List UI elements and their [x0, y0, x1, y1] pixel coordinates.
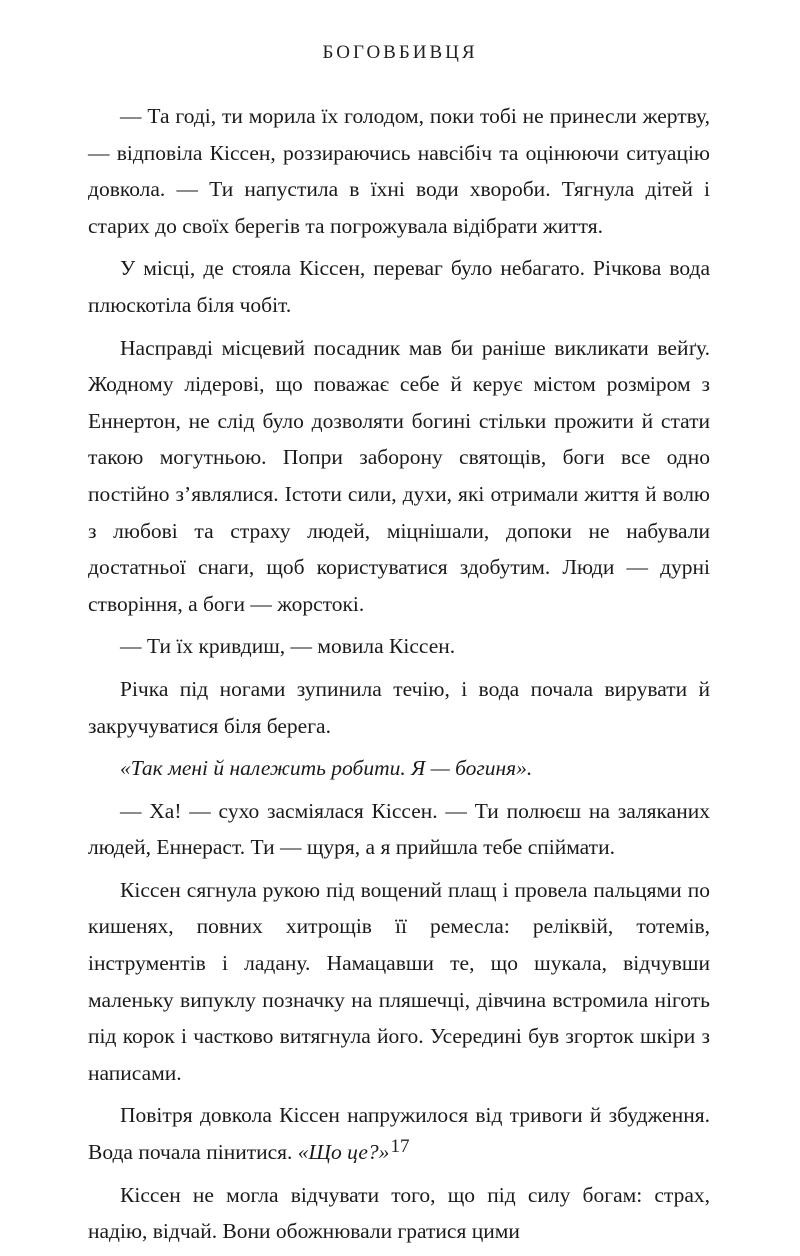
italic-paragraph: «Так мені й належить робити. Я — богиня». — [120, 756, 533, 781]
paragraph: Кіссен сягнула рукою під вощений плащ і провела пальцями по кишенях, повних хитрощів її ремесла: реліквій, тотемів, інструментів і ладану. Намацавши те, що шукала, відчувши маленьку випуклу позначку на пляшечці, дівчина встромила ніготь під корок і частково витягнула його. Усередині був згорток шкіри з написами. — [88, 877, 710, 1085]
paragraph: У місці, де стояла Кіссен, переваг було небагато. Річкова вода плюскотіла біля чобіт. — [88, 256, 710, 317]
running-title: БОГОВБИВЦЯ — [322, 42, 478, 63]
paragraph: — Ти їх кривдиш, — мовила Кіссен. — [120, 634, 456, 659]
paragraph: Насправді місцевий посадник мав би раніше викликати вейґу. Жодному лідерові, що поважає себе й керує містом розміром з Еннертон, не слід було дозволяти богині стільки прожити й стати такою могутньою. Попри заборону святощів, боги все одно постійно з’являлися. Істоти сили, духи, які отримали життя й волю з любові та страху людей, міцнішали, допоки не набували достатньої снаги, щоб користуватися здобутим. Люди — дурні створіння, а боги — жорстокі. — [88, 335, 710, 616]
italic-thought: «Що це?» — [297, 1140, 390, 1165]
paragraph — [88, 1097, 710, 1170]
paragraph: — Ха! — сухо засміялася Кіссен. — Ти полюєш на заляканих людей, Еннераст. Ти — щуря, а я прийшла тебе спіймати. — [88, 798, 710, 860]
paragraph: Кіссен не могла відчувати того, що під силу богам: страх, надію, відчай. Вони обожнювали гратися цими — [88, 1182, 710, 1244]
paragraph: — Та годі, ти морила їх голодом, поки тобі не принесли жертву, — відповіла Кіссен, роззираючись навсібіч та оцінюючи ситуацію довкола. — Ти напустила в їхні води хвороби. Тягнула дітей і старих до своїх берегів та погрожувала відібрати життя. — [88, 104, 710, 238]
body-text — [88, 98, 710, 1256]
paragraph-text: Повітря довкола Кіссен напружилося від тривоги й збудження. Вода почала пінитися. — [88, 1103, 710, 1165]
page-number: 17 — [390, 1136, 410, 1157]
paragraph: Річка під ногами зупинила течію, і вода почала вирувати й закручуватися біля берега. — [88, 676, 710, 738]
